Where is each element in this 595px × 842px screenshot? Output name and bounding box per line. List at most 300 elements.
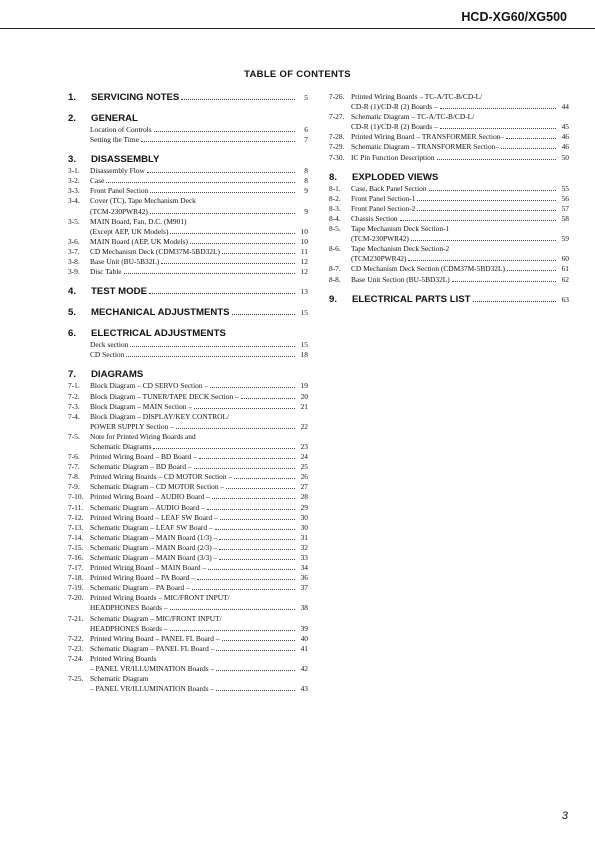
entry-number: 3-5.	[68, 216, 80, 226]
entry-body	[90, 452, 308, 462]
dot-leader	[149, 293, 295, 294]
dot-leader	[170, 233, 295, 234]
entry-text: Schematic Diagram – TRANSFORMER Section–	[351, 142, 500, 152]
entry-page: 10	[300, 236, 308, 246]
entry-text: Location of Controls	[90, 125, 152, 134]
toc-entry	[68, 472, 308, 482]
toc-entry	[329, 224, 569, 244]
entry-page: 56	[561, 193, 569, 203]
entry-body	[90, 166, 308, 176]
entry-line	[90, 217, 308, 227]
toc-entry	[68, 563, 308, 573]
section-title: EXPLODED VIEWS	[352, 171, 439, 183]
entry-text: Printed Wiring Board – MAIN Board –	[90, 563, 207, 573]
entry-line	[90, 412, 308, 422]
entry-text: Block Diagram – DISPLAY/KEY CONTROL/	[90, 411, 230, 421]
entry-line	[90, 664, 308, 674]
entry-text: Schematic Diagram – MAIN Board (2/3) –	[90, 542, 218, 552]
entry-page: 23	[300, 441, 308, 451]
entry-body	[90, 543, 308, 553]
entry-body	[351, 92, 569, 112]
entry-line	[90, 237, 308, 247]
entry-body	[351, 224, 569, 244]
header-rule	[0, 28, 595, 29]
entry-page: 9	[304, 186, 308, 196]
section-title: DIAGRAMS	[91, 369, 144, 381]
entry-number: 7-18.	[68, 573, 84, 583]
toc-entry	[68, 186, 308, 196]
entry-text: Schematic Diagram	[90, 674, 149, 684]
toc-entry	[68, 340, 308, 350]
section-page: 15	[300, 308, 308, 318]
toc-entry	[329, 132, 569, 142]
entry-body	[90, 573, 308, 583]
entry-number: 3-2.	[68, 176, 80, 186]
entry-text: Schematic Diagram – BD Board –	[90, 462, 192, 472]
entry-text: Schematic Diagrams	[90, 441, 152, 451]
entry-line	[90, 166, 308, 176]
toc-entry	[68, 267, 308, 277]
entry-body	[90, 257, 308, 267]
entry-line	[90, 125, 308, 135]
toc-section	[68, 154, 308, 277]
entry-body	[90, 186, 308, 196]
entry-line	[351, 264, 569, 274]
entry-body	[90, 402, 308, 412]
toc-entry	[68, 237, 308, 247]
entry-number: 7-12.	[68, 512, 84, 522]
toc-entry	[68, 614, 308, 634]
entry-text: Case, Back Panel Section	[351, 183, 427, 193]
dot-leader	[153, 448, 295, 449]
toc-entry	[68, 247, 308, 257]
entry-line	[351, 153, 569, 163]
entry-text: Disassembly Flow	[90, 166, 145, 176]
entry-text: Printed Wiring Boards	[90, 653, 157, 663]
dot-leader	[216, 670, 295, 671]
entry-body	[351, 194, 569, 204]
entry-number: 7-21.	[68, 613, 84, 623]
entry-text: Schematic Diagram – AUDIO Board –	[90, 502, 205, 512]
dot-leader	[207, 509, 295, 510]
entry-text: (TCM230PWR42)	[351, 254, 407, 264]
entry-page: 29	[300, 502, 308, 512]
dot-leader	[501, 148, 556, 149]
dot-leader	[141, 141, 295, 142]
toc-entry	[68, 644, 308, 654]
entry-body	[90, 654, 308, 674]
entry-line	[90, 350, 308, 360]
entry-number: 7-26.	[329, 92, 345, 101]
entry-text: – PANEL VR/ILLUMINATION Boards –	[90, 684, 215, 694]
entry-page: 45	[561, 122, 569, 132]
entry-body	[90, 381, 308, 391]
dot-leader	[429, 190, 556, 191]
entry-page: 19	[300, 381, 308, 391]
toc-entry	[329, 184, 569, 194]
entry-page: 27	[300, 482, 308, 492]
entry-page: 10	[300, 226, 308, 236]
toc-entry	[68, 583, 308, 593]
entry-text: MAIN Board (AEP, UK Models)	[90, 236, 188, 246]
entry-body	[351, 204, 569, 214]
entry-text: POWER SUPPLY Section –	[90, 421, 174, 431]
dot-leader	[440, 128, 556, 129]
toc-entry	[68, 634, 308, 644]
dot-leader	[192, 589, 295, 590]
toc-entry	[68, 381, 308, 391]
entry-text: Printed Wiring Boards – CD MOTOR Section –	[90, 472, 233, 482]
entry-page: 46	[561, 142, 569, 152]
entry-line	[351, 122, 569, 132]
dot-leader	[241, 398, 295, 399]
dot-leader	[154, 131, 295, 132]
entry-page: 21	[300, 401, 308, 411]
toc-entry	[329, 112, 569, 132]
entry-number: 7-3.	[68, 401, 80, 411]
dot-leader	[473, 301, 556, 302]
entry-page: 24	[300, 452, 308, 462]
toc-entry	[329, 244, 569, 264]
entry-page: 32	[300, 542, 308, 552]
section-title: DISASSEMBLY	[91, 154, 160, 166]
section-number: 4.	[68, 286, 77, 298]
entry-line	[90, 392, 308, 402]
section-heading	[68, 154, 308, 166]
entry-number: 8-8.	[329, 274, 341, 284]
entry-line	[351, 132, 569, 142]
toc-entry	[329, 275, 569, 285]
entry-body	[90, 593, 308, 613]
dot-leader	[150, 192, 295, 193]
entry-body	[90, 176, 308, 186]
entry-number	[68, 350, 90, 360]
entry-number	[68, 135, 90, 145]
section-title: ELECTRICAL PARTS LIST	[352, 293, 471, 305]
dot-leader	[181, 99, 295, 100]
dot-leader	[222, 253, 295, 254]
entry-line	[90, 583, 308, 593]
dot-leader	[232, 314, 295, 315]
entry-body	[90, 267, 308, 277]
toc-left-column	[68, 92, 308, 703]
entry-line	[90, 472, 308, 482]
entry-line	[90, 442, 308, 452]
entry-line	[351, 254, 569, 264]
dot-leader	[400, 220, 556, 221]
entry-line	[90, 603, 308, 613]
dot-leader	[176, 428, 295, 429]
entry-page: 12	[300, 267, 308, 277]
dot-leader	[130, 346, 295, 347]
toc-section	[329, 294, 569, 306]
entry-number: 3-3.	[68, 186, 80, 196]
toc-entry	[68, 462, 308, 472]
entry-body	[90, 583, 308, 593]
toc-entry	[68, 513, 308, 523]
dot-leader	[199, 458, 295, 459]
dot-leader	[219, 549, 295, 550]
entry-page: 30	[300, 512, 308, 522]
entry-line	[90, 422, 308, 432]
entry-line	[90, 247, 308, 257]
entry-line	[351, 184, 569, 194]
section-number: 6.	[68, 328, 77, 340]
entry-number: 7-19.	[68, 583, 84, 593]
dot-leader	[194, 468, 295, 469]
entry-page: 43	[300, 684, 308, 694]
dot-leader	[219, 559, 295, 560]
entry-line	[90, 196, 308, 206]
entry-body	[351, 214, 569, 224]
entry-body	[90, 533, 308, 543]
toc-section	[68, 286, 308, 298]
entry-body	[90, 412, 308, 432]
section-title: ELECTRICAL ADJUSTMENTS	[91, 328, 226, 340]
dot-leader	[126, 356, 295, 357]
entry-number: 3-9.	[68, 267, 80, 277]
entry-text: Base Unit Section (BU-5BD32L)	[351, 274, 450, 284]
entry-body	[90, 644, 308, 654]
entry-line	[90, 543, 308, 553]
entry-line	[90, 634, 308, 644]
entry-body	[90, 513, 308, 523]
entry-number: 7-9.	[68, 482, 80, 492]
entry-page: 12	[300, 257, 308, 267]
entry-page: 38	[300, 603, 308, 613]
entry-text: (TCM-230PWR42)	[90, 206, 148, 216]
entry-line	[90, 624, 308, 634]
entry-text: Front Panel Section-2	[351, 203, 416, 213]
entry-body	[90, 217, 308, 237]
entry-text: Chassis Section	[351, 213, 398, 223]
dot-leader	[170, 609, 295, 610]
dot-leader	[216, 650, 295, 651]
dot-leader	[506, 138, 556, 139]
entry-number: 8-6.	[329, 244, 341, 254]
section-page: 5	[304, 93, 308, 102]
dot-leader	[437, 159, 556, 160]
entry-page: 61	[561, 264, 569, 274]
entry-body	[351, 264, 569, 274]
toc-entry	[329, 204, 569, 214]
entry-body	[351, 275, 569, 285]
entry-text: Printed Wiring Boards – MIC/FRONT INPUT/	[90, 593, 230, 603]
dot-leader	[507, 270, 556, 271]
entry-number: 7-25.	[68, 674, 84, 684]
entry-page: 59	[561, 234, 569, 244]
entry-line	[90, 593, 308, 603]
toc-entry	[68, 553, 308, 563]
entry-body	[90, 614, 308, 634]
entry-line	[351, 234, 569, 244]
entry-page: 34	[300, 563, 308, 573]
entry-text: Front Panel Section	[90, 186, 149, 196]
toc-entry	[68, 350, 308, 360]
section-number: 1.	[68, 92, 77, 103]
entry-body	[351, 142, 569, 152]
toc-entry	[68, 543, 308, 553]
entry-text: Front Panel Section-1	[351, 193, 416, 203]
entry-text: Schematic Diagram – LEAF SW Board –	[90, 522, 213, 532]
entry-number: 7-11.	[68, 502, 84, 512]
entry-body	[90, 350, 308, 360]
entry-text: CD Section	[90, 350, 125, 360]
entry-page: 8	[304, 166, 308, 176]
toc-entry	[329, 92, 569, 112]
entry-number: 3-1.	[68, 166, 80, 176]
toc-section	[68, 113, 308, 145]
entry-text: Printed Wiring Board – PANEL FL Board –	[90, 633, 220, 643]
entry-text: Schematic Diagram – MIC/FRONT INPUT/	[90, 613, 222, 623]
entry-text: (Except AEP, UK Models)	[90, 226, 169, 236]
section-heading	[68, 286, 308, 298]
entry-text: Setting the Time	[90, 135, 139, 145]
entry-line	[351, 214, 569, 224]
entry-body	[90, 523, 308, 533]
entry-text: Case	[90, 176, 105, 186]
dot-leader	[411, 240, 556, 241]
dot-leader	[210, 387, 295, 388]
entry-number: 7-13.	[68, 522, 84, 532]
entry-page: 33	[300, 553, 308, 562]
entry-page: 18	[300, 350, 308, 360]
entry-number: 8-3.	[329, 203, 341, 213]
entry-page: 11	[300, 246, 308, 256]
entry-body	[351, 153, 569, 163]
entry-line	[90, 135, 308, 145]
entry-text: CD Mechanism Deck (CDM37M-5BD32L)	[90, 246, 220, 256]
entry-number: 8-5.	[329, 224, 341, 234]
entry-body	[351, 112, 569, 132]
toc-entry	[68, 674, 308, 694]
toc-entry	[329, 264, 569, 274]
entry-line	[90, 482, 308, 492]
entry-number: 7-2.	[68, 391, 80, 401]
toc-entry	[68, 402, 308, 412]
page-title: TABLE OF CONTENTS	[244, 69, 351, 80]
dot-leader	[190, 243, 295, 244]
toc-entry	[68, 452, 308, 462]
section-heading	[68, 307, 308, 319]
entry-body	[90, 553, 308, 563]
dot-leader	[215, 529, 295, 530]
entry-page: 15	[300, 340, 308, 350]
entry-number: 7-8.	[68, 472, 80, 482]
entry-line	[90, 227, 308, 237]
toc-entry	[68, 257, 308, 267]
entry-line	[90, 257, 308, 267]
dot-leader	[408, 260, 556, 261]
entry-text: Note for Printed Wiring Boards and	[90, 431, 196, 441]
entry-page: 46	[561, 132, 569, 142]
entry-line	[90, 462, 308, 472]
section-title: TEST MODE	[91, 286, 147, 298]
entry-text: Cover (TC), Tape Mechanism Deck	[90, 196, 196, 206]
entry-line	[351, 194, 569, 204]
toc-entry	[329, 194, 569, 204]
dot-leader	[219, 539, 295, 540]
section-heading	[68, 113, 308, 125]
toc-entry	[68, 217, 308, 237]
dot-leader	[216, 690, 295, 691]
entry-text: Schematic Diagram – TC-A/TC-B/CD-L/	[351, 112, 475, 122]
entry-line	[90, 533, 308, 543]
entry-number: 7-6.	[68, 452, 80, 462]
entry-line	[90, 513, 308, 523]
section-page: 63	[561, 294, 569, 304]
entry-line	[90, 340, 308, 350]
entry-text: CD Mechanism Deck Section (CDM37M-5BD32L)	[351, 264, 505, 274]
entry-text: Printed Wiring Board – PA Board –	[90, 573, 195, 583]
entry-page: 26	[300, 472, 308, 482]
entry-page: 36	[300, 573, 308, 583]
entry-line	[90, 684, 308, 694]
entry-body	[90, 492, 308, 502]
section-title: GENERAL	[91, 113, 138, 124]
entry-line	[351, 204, 569, 214]
entry-text: Block Diagram – CD SERVO Section –	[90, 381, 209, 391]
toc-entry	[68, 412, 308, 432]
toc-entry	[68, 392, 308, 402]
entry-page: 44	[561, 102, 569, 112]
entry-text: Printed Wiring Board – AUDIO Board –	[90, 492, 210, 502]
dot-leader	[194, 408, 295, 409]
dot-leader	[197, 579, 295, 580]
entry-text: Tape Mechanism Deck Section-1	[351, 224, 450, 234]
section-heading	[68, 92, 308, 104]
entry-line	[351, 112, 569, 122]
toc-entry	[68, 573, 308, 583]
entry-line	[90, 267, 308, 277]
entry-text: Schematic Diagram – PANEL FL Board –	[90, 643, 215, 653]
entry-line	[90, 644, 308, 654]
entry-number: 3-6.	[68, 236, 80, 246]
page-number: 3	[561, 810, 568, 822]
entry-body	[90, 237, 308, 247]
entry-body	[351, 184, 569, 194]
toc-right-column	[329, 92, 569, 315]
entry-page: 62	[561, 274, 569, 284]
entry-line	[90, 654, 308, 664]
entry-number: 8-7.	[329, 264, 341, 274]
entry-line	[90, 402, 308, 412]
entry-line	[90, 207, 308, 217]
entry-text: (TCM-230PWR42)	[351, 234, 409, 244]
entry-page: 31	[300, 532, 308, 542]
entry-body	[90, 196, 308, 216]
entry-number: 7-7.	[68, 462, 80, 472]
entry-body	[90, 462, 308, 472]
entry-line	[90, 573, 308, 583]
entry-number: 7-22.	[68, 633, 84, 643]
entry-page: 42	[300, 664, 308, 674]
entry-text: HEADPHONES Boards –	[90, 623, 168, 633]
entry-page: 37	[300, 583, 308, 593]
entry-text: Deck section	[90, 340, 129, 350]
entry-page: 6	[304, 125, 308, 134]
section-number: 8.	[329, 171, 338, 183]
entry-body	[90, 503, 308, 513]
entry-body	[90, 125, 308, 135]
entry-page: 7	[304, 135, 308, 145]
entry-text: Schematic Diagram – MAIN Board (3/3) –	[90, 553, 218, 562]
entry-line	[351, 92, 569, 102]
entry-number: 7-14.	[68, 532, 84, 542]
toc-section	[68, 92, 308, 104]
entry-number: 7-30.	[329, 152, 345, 162]
entry-page: 41	[300, 643, 308, 653]
